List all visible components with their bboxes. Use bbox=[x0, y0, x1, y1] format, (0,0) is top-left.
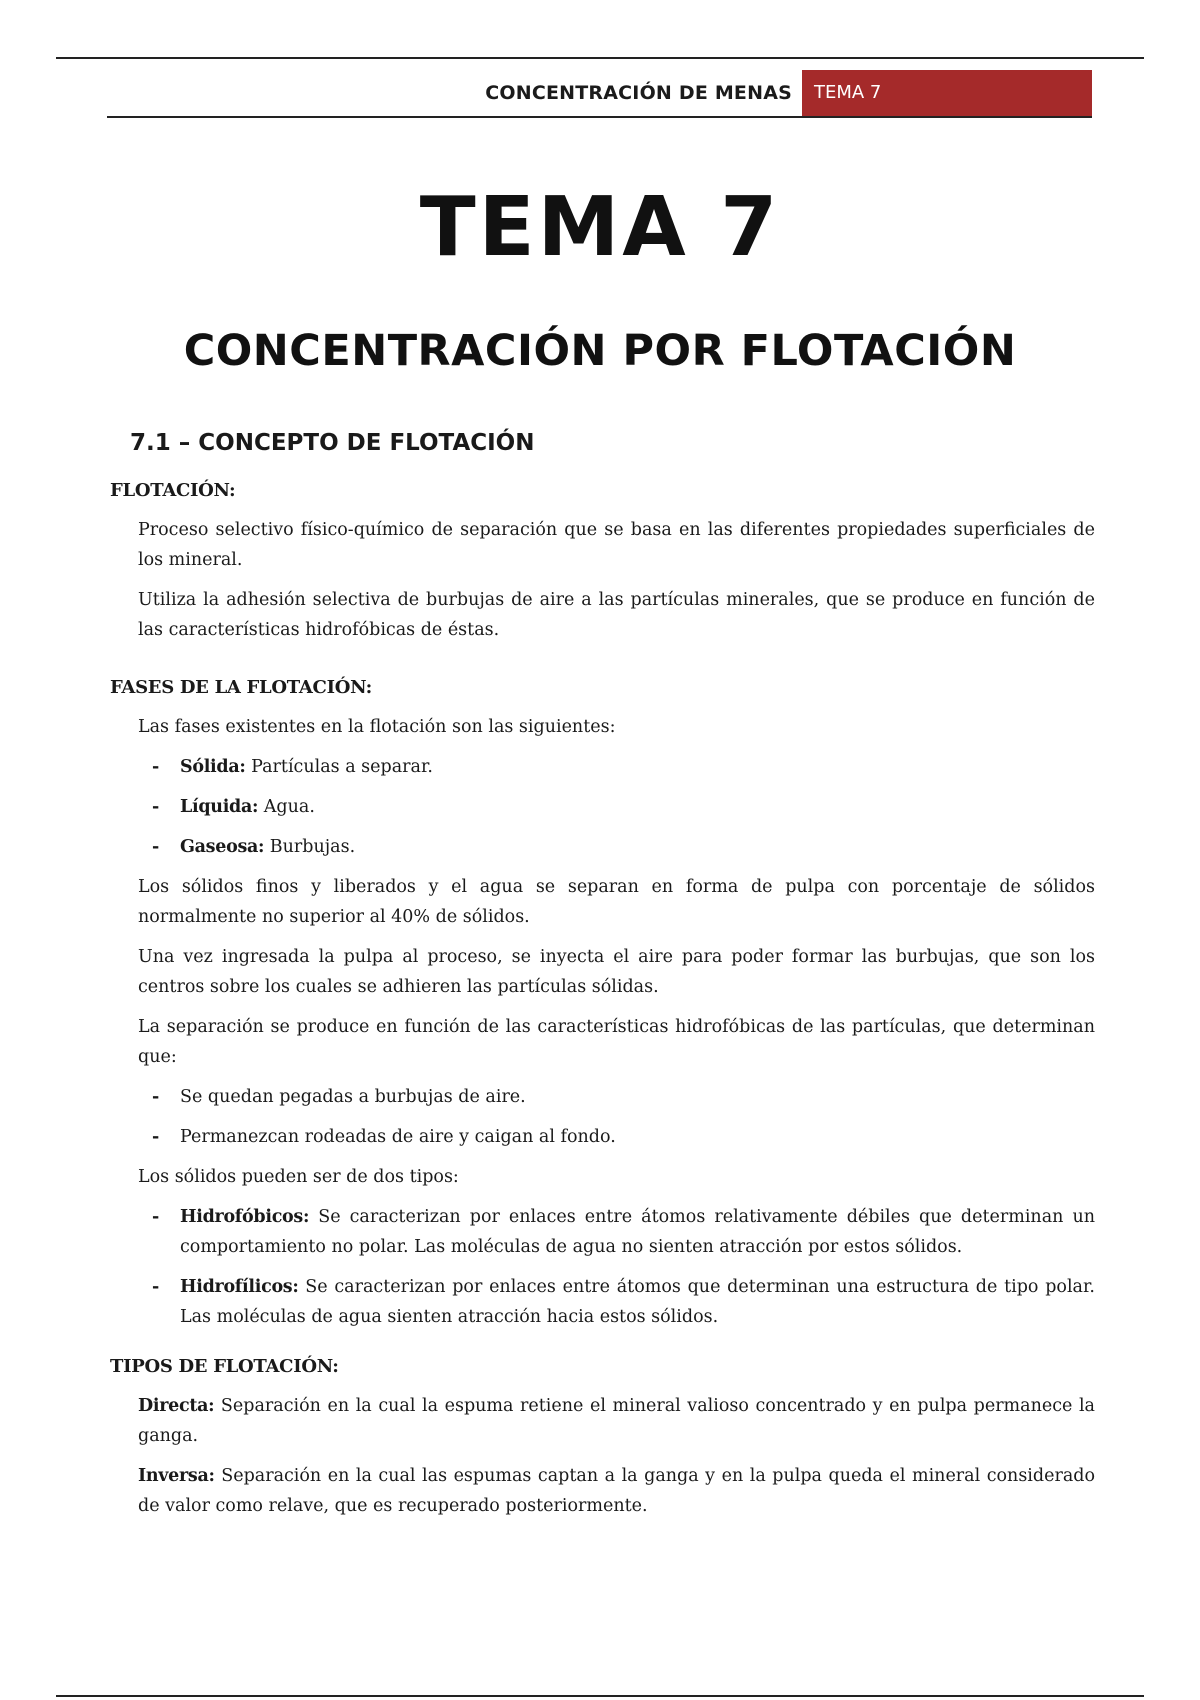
list-item: - Permanezcan rodeadas de aire y caigan al fondo. bbox=[152, 1127, 616, 1147]
inversa-paragraph: Inversa: Separación en la cual las espumas captan a la ganga y en la pulpa queda el mineral considerado de valor como relave, que es recuperado posteriormente. bbox=[138, 1466, 1095, 1516]
tipos-solidos-intro: Los sólidos pueden ser de dos tipos: bbox=[138, 1167, 459, 1187]
list-item: - Se quedan pegadas a burbujas de aire. bbox=[152, 1087, 526, 1107]
header-chapter-tag: TEMA 7 bbox=[802, 70, 1092, 116]
fases-heading: FASES DE LA FLOTACIÓN: bbox=[110, 677, 372, 698]
pulpa-paragraph: Una vez ingresada la pulpa al proceso, se inyecta el aire para poder formar las burbujas, que son los centros sobre los cuales se adhieren las partículas sólidas. bbox=[138, 947, 1095, 997]
flotacion-paragraph-1: Proceso selectivo físico-químico de separación que se basa en las diferentes propiedades superficiales de los mineral. bbox=[138, 520, 1095, 570]
bottom-rule bbox=[56, 1695, 1144, 1697]
tipos-heading: TIPOS DE FLOTACIÓN: bbox=[110, 1356, 339, 1377]
list-item: - Hidrofóbicos: Se caracterizan por enlaces entre átomos relativamente débiles que determinan un comportamiento no polar. Las moléculas de agua no sienten atracción por estos sólidos. bbox=[152, 1207, 1095, 1257]
section-heading: 7.1 – CONCEPTO DE FLOTACIÓN bbox=[130, 430, 535, 456]
list-item: - Sólida: Partículas a separar. bbox=[152, 757, 433, 777]
list-item: - Hidrofílicos: Se caracterizan por enlaces entre átomos que determinan una estructura de tipo polar. Las moléculas de agua sienten atracción hacia estos sólidos. bbox=[152, 1277, 1095, 1327]
chapter-title: TEMA 7 bbox=[419, 180, 781, 275]
solidos-paragraph: Los sólidos finos y liberados y el agua se separan en forma de pulpa con porcentaje de sólidos normalmente no superior al 40% de sólidos. bbox=[138, 877, 1095, 927]
fases-list bbox=[110, 752, 1095, 862]
header-title: CONCENTRACIÓN DE MENAS bbox=[485, 82, 792, 104]
flotacion-paragraph-2: Utiliza la adhesión selectiva de burbujas de aire a las partículas minerales, que se produce en función de las características hidrofóbicas de éstas. bbox=[138, 590, 1095, 640]
page-header bbox=[107, 70, 1092, 118]
top-rule bbox=[56, 57, 1144, 59]
separacion-list bbox=[110, 1082, 1095, 1152]
flotacion-heading: FLOTACIÓN: bbox=[110, 480, 236, 501]
directa-paragraph: Directa: Separación en la cual la espuma retiene el mineral valioso concentrado y en pulpa permanece la ganga. bbox=[138, 1396, 1095, 1446]
tipos-solidos-list bbox=[110, 1202, 1095, 1332]
fases-intro: Las fases existentes en la flotación son las siguientes: bbox=[138, 717, 616, 737]
list-item: - Líquida: Agua. bbox=[152, 797, 315, 817]
document-body bbox=[110, 480, 1095, 1531]
list-item: - Gaseosa: Burbujas. bbox=[152, 837, 356, 857]
chapter-subtitle: CONCENTRACIÓN POR FLOTACIÓN bbox=[183, 326, 1017, 376]
separacion-paragraph: La separación se produce en función de las características hidrofóbicas de las partículas, que determinan que: bbox=[138, 1017, 1095, 1067]
